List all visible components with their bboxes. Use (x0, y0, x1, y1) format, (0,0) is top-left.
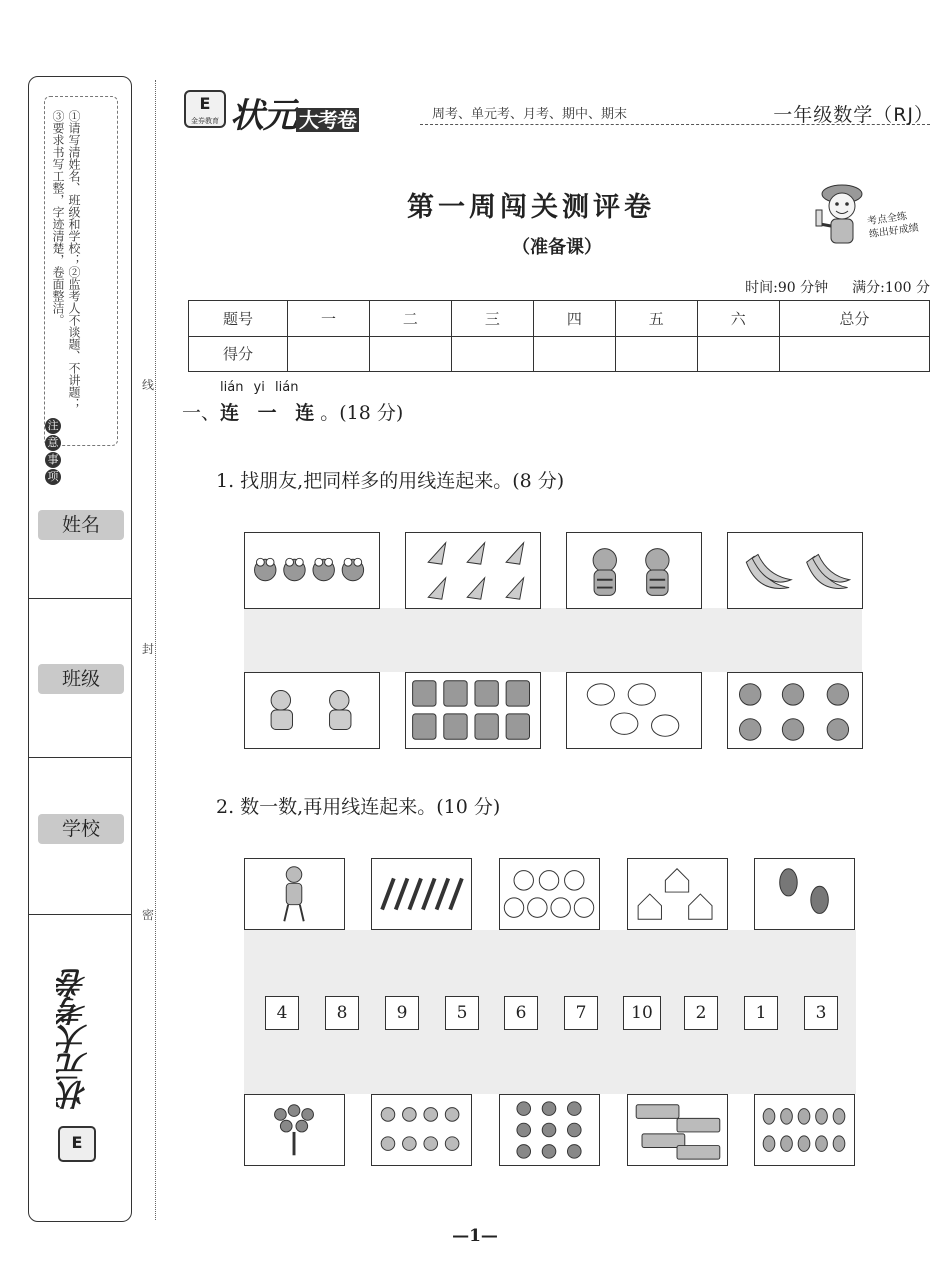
number-box[interactable]: 2 (684, 996, 718, 1030)
score-cell[interactable] (697, 336, 779, 372)
table-header-cell: 题号 (189, 301, 288, 337)
brand-main: 状元 (230, 96, 296, 136)
section-heading (182, 398, 403, 425)
school-field-label[interactable]: 学校 (38, 814, 124, 844)
house-icon (628, 859, 727, 929)
score-cell[interactable] (288, 336, 370, 372)
logo-letter: E (199, 94, 211, 113)
books-picture[interactable] (627, 1094, 728, 1166)
oranges-picture[interactable] (499, 1094, 600, 1166)
notice-heading-char: 意 (45, 435, 61, 451)
chick-icon (567, 673, 701, 748)
section-points: 。(18 分) (320, 402, 404, 424)
mascot-slogan (866, 209, 919, 242)
full-score: 满分:100 分 (852, 280, 930, 296)
question-1: 1. 找朋友,把同样多的用线连起来。(8 分) (216, 470, 565, 492)
brand-vertical-text: 状元大考卷 (58, 970, 93, 1110)
cat-icon (372, 1095, 471, 1165)
score-cell[interactable] (615, 336, 697, 372)
brand-title (230, 88, 359, 137)
table-header-cell: 四 (533, 301, 615, 337)
time-info (745, 277, 930, 297)
score-cell[interactable] (369, 336, 451, 372)
number-box[interactable]: 1 (744, 996, 778, 1030)
score-cell[interactable] (779, 336, 929, 372)
notice-heading (45, 418, 67, 485)
mascot-icon (812, 180, 872, 250)
flowers-picture[interactable] (244, 1094, 345, 1166)
brand-vertical-logo (52, 960, 108, 1190)
orange-icon (500, 1095, 599, 1165)
logo-icon: E (58, 1126, 96, 1162)
apple-icon (728, 673, 862, 748)
table-header-cell: 二 (369, 301, 451, 337)
table-row (189, 336, 930, 372)
umbrella-icon (406, 533, 540, 608)
flower-bouquet-icon (245, 1095, 344, 1165)
score-row-label: 得分 (189, 336, 288, 372)
mascot-line: 练出好成绩 (868, 222, 920, 241)
number-box[interactable]: 7 (564, 996, 598, 1030)
number-box[interactable]: 8 (325, 996, 359, 1030)
frogs-picture[interactable] (244, 532, 380, 609)
number-box[interactable]: 5 (445, 996, 479, 1030)
carrots-picture[interactable] (754, 1094, 855, 1166)
page-subtitle: （准备课） (512, 237, 602, 258)
table-row (189, 301, 930, 337)
logo-subtext: 金券教育 (191, 117, 219, 125)
matching-band (244, 608, 862, 672)
umbrellas-picture[interactable] (405, 532, 541, 609)
strip-divider (28, 757, 132, 758)
girl-picture[interactable] (244, 858, 345, 930)
pencils-picture[interactable] (371, 858, 472, 930)
carrot-icon (755, 1095, 854, 1165)
notice-heading-char: 注 (45, 418, 61, 434)
tree-icon (755, 859, 854, 929)
tiger-icon (567, 533, 701, 608)
name-field-label[interactable]: 姓名 (38, 510, 124, 540)
question-2: 2. 数一数,再用线连起来。(10 分) (216, 796, 501, 818)
number-box[interactable]: 10 (623, 996, 661, 1030)
section-title: 连 一 连 (220, 402, 321, 424)
houses-picture[interactable] (627, 858, 728, 930)
mascot-line: 考点全练 (866, 211, 908, 228)
girl-icon (245, 859, 344, 929)
pencil-icon (372, 859, 471, 929)
table-header-cell: 六 (697, 301, 779, 337)
mugs-picture[interactable] (405, 672, 541, 749)
notice-text: ①请写清姓名、班级和学校；②监考人不谈题、不讲题；③要求书写工整，字迹清楚，卷面整洁。 (51, 110, 81, 410)
table-header-cell: 三 (451, 301, 533, 337)
cut-mark: 封 (142, 642, 155, 656)
balls-picture[interactable] (499, 858, 600, 930)
number-box[interactable]: 9 (385, 996, 419, 1030)
cut-mark: 密 (142, 908, 155, 922)
cats-picture[interactable] (371, 1094, 472, 1166)
cut-line (155, 80, 156, 1220)
frog-icon (245, 533, 379, 608)
time-limit: 时间:90 分钟 (745, 280, 829, 296)
page-number: —1— (452, 1226, 498, 1246)
strip-divider (28, 914, 132, 915)
exam-types: 周考、单元考、月考、期中、期末 (432, 107, 628, 122)
notice-heading-char: 事 (45, 452, 61, 468)
banana-icon (728, 533, 862, 608)
trees-picture[interactable] (754, 858, 855, 930)
cut-mark: 线 (142, 378, 155, 392)
score-table (188, 300, 930, 372)
number-box[interactable]: 3 (804, 996, 838, 1030)
child-icon (245, 673, 379, 748)
subject-label: 一年级数学（RJ） (773, 104, 934, 126)
notice-heading-char: 项 (45, 469, 61, 485)
class-field-label[interactable]: 班级 (38, 664, 124, 694)
tigers-picture[interactable] (566, 532, 702, 609)
ball-icon (500, 859, 599, 929)
score-cell[interactable] (533, 336, 615, 372)
number-box[interactable]: 6 (504, 996, 538, 1030)
mug-icon (406, 673, 540, 748)
brand-small: 大考卷 (296, 108, 359, 132)
table-header-cell: 一 (288, 301, 370, 337)
book-icon (628, 1095, 727, 1165)
table-header-cell: 五 (615, 301, 697, 337)
table-header-cell: 总分 (779, 301, 929, 337)
children-picture[interactable] (244, 672, 380, 749)
apples-picture[interactable] (727, 672, 863, 749)
score-cell[interactable] (451, 336, 533, 372)
publisher-logo (184, 90, 226, 128)
strip-divider (28, 598, 132, 599)
chicks-picture[interactable] (566, 672, 702, 749)
page-title: 第一周闯关测评卷 (407, 192, 655, 223)
section-pinyin: lián yi lián (220, 380, 299, 395)
number-box[interactable]: 4 (265, 996, 299, 1030)
section-number: 一、 (182, 402, 221, 424)
bananas-picture[interactable] (727, 532, 863, 609)
